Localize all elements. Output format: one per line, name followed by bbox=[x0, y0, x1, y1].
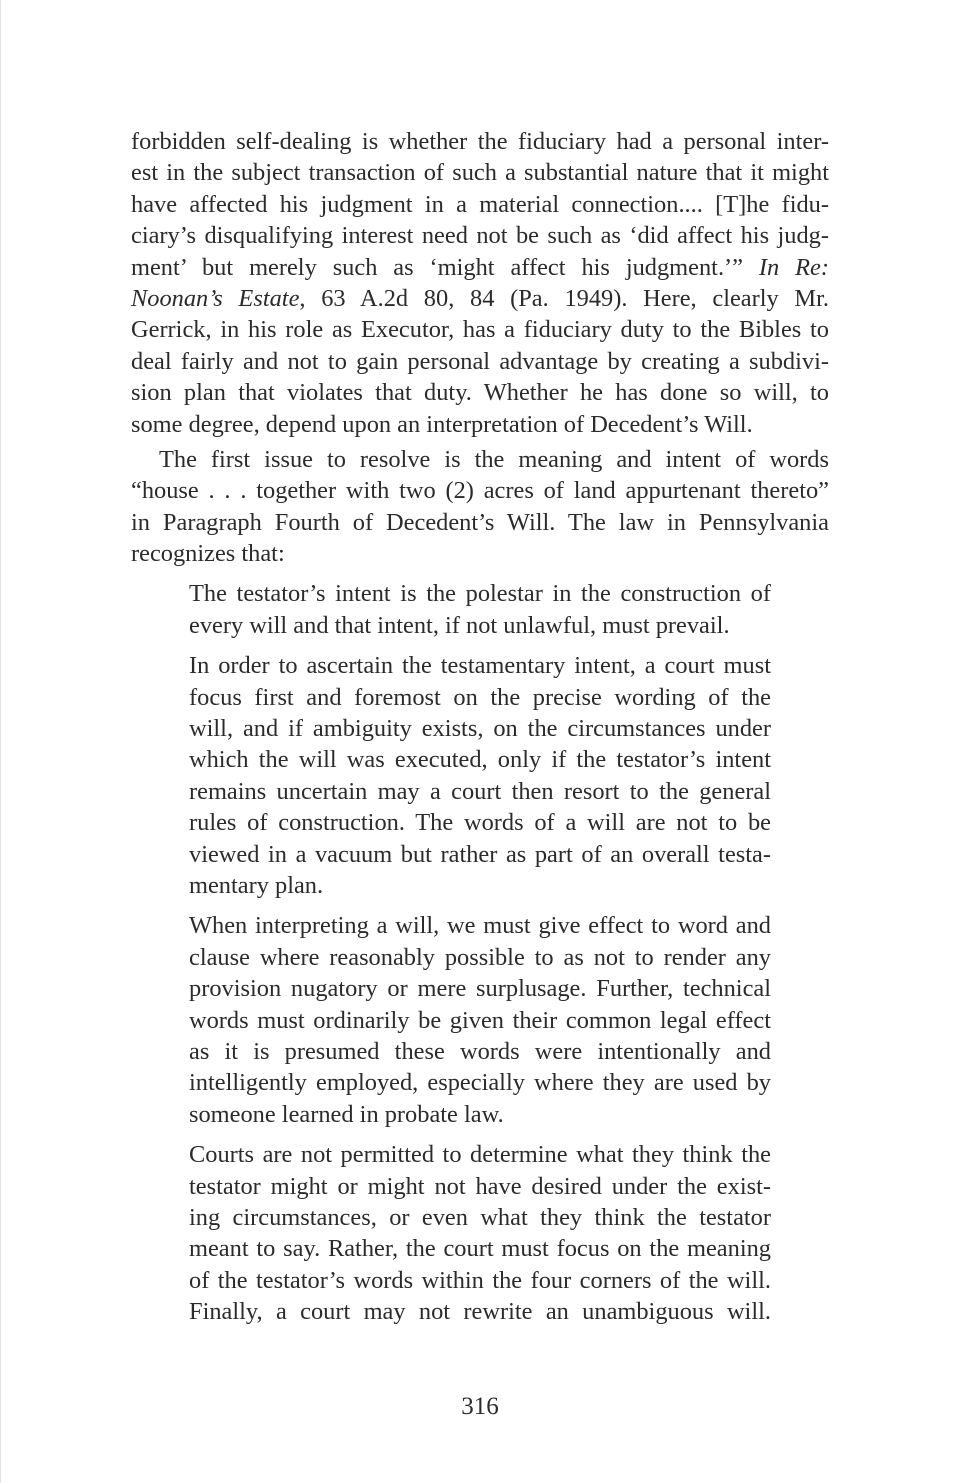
text-line bbox=[131, 252, 829, 283]
text-line: recognizes that: bbox=[131, 540, 285, 568]
text-line: someone learned in probate law. bbox=[189, 1100, 504, 1128]
block-quote-intent bbox=[189, 650, 771, 901]
block-quote-polestar bbox=[189, 578, 771, 641]
text-line: When interpreting a will, we must give effect to word and bbox=[189, 912, 771, 940]
text-line: Finally, a court may not rewrite an unambiguous will. bbox=[189, 1298, 771, 1326]
paragraph-first-issue bbox=[131, 444, 829, 570]
text-line: sion plan that violates that duty. Whether he has done so will, to bbox=[131, 379, 829, 407]
text-line: which the will was executed, only if the testator’s intent bbox=[189, 746, 771, 774]
text-line: Gerrick, in his role as Executor, has a fiduciary duty to the Bibles to bbox=[131, 316, 829, 344]
text-line: In order to ascertain the testamentary intent, a court must bbox=[189, 652, 771, 680]
text-line: clause where reasonably possible to as not to render any bbox=[189, 943, 771, 971]
text-line: The testator’s intent is the polestar in the construction of bbox=[189, 580, 771, 608]
page-number: 316 bbox=[461, 1393, 499, 1420]
text-line: testator might or might not have desired under the exist- bbox=[189, 1172, 771, 1200]
text-line: provision nugatory or mere surplusage. Further, technical bbox=[189, 975, 771, 1003]
case-citation-italic: Noonan’s Estate bbox=[131, 284, 300, 312]
text-line bbox=[131, 283, 829, 314]
block-quote-interpreting bbox=[189, 910, 771, 1130]
text-line: Courts are not permitted to determine what they think the bbox=[189, 1141, 771, 1169]
text-line: viewed in a vacuum but rather as part of an overall testa- bbox=[189, 840, 771, 868]
text-line: focus first and foremost on the precise wording of the bbox=[189, 683, 771, 711]
text-line: of the testator’s words within the four corners of the will. bbox=[189, 1266, 771, 1294]
text-line: ciary’s disqualifying interest need not be such as ‘did affect his judg- bbox=[131, 222, 829, 250]
text-line: in Paragraph Fourth of Decedent’s Will. The law in Pennsylvania bbox=[131, 508, 829, 536]
text-line: have affected his judgment in a material connection.... [T]he fidu- bbox=[131, 190, 829, 218]
text-run: ment’ but merely such as ‘might affect his judgment.’” bbox=[131, 253, 743, 281]
text-line: “house . . . together with two (2) acres of land appurtenant thereto” bbox=[131, 477, 829, 505]
case-citation-italic: In Re: bbox=[758, 253, 829, 281]
text-run: , 63 A.2d 80, 84 (Pa. 1949). Here, clearly Mr. bbox=[299, 284, 829, 312]
page-body bbox=[131, 126, 829, 1327]
text-line: forbidden self-dealing is whether the fiduciary had a personal inter- bbox=[131, 128, 829, 155]
text-line: est in the subject transaction of such a substantial nature that it might bbox=[131, 159, 829, 187]
text-line: ing circumstances, or even what they think the testator bbox=[189, 1203, 771, 1231]
text-line: deal fairly and not to gain personal advantage by creating a subdivi- bbox=[131, 347, 829, 375]
text-line: mentary plan. bbox=[189, 871, 324, 899]
text-line: words must ordinarily be given their common legal effect bbox=[189, 1006, 771, 1034]
text-line: intelligently employed, especially where they are used by bbox=[189, 1069, 771, 1097]
text-line: The first issue to resolve is the meaning and intent of words bbox=[159, 445, 829, 473]
block-quote-courts bbox=[189, 1139, 771, 1327]
text-line: remains uncertain may a court then resort to the general bbox=[189, 777, 771, 805]
paragraph-self-dealing bbox=[131, 126, 829, 440]
text-line: meant to say. Rather, the court must focus on the meaning bbox=[189, 1235, 771, 1263]
text-line: every will and that intent, if not unlawful, must prevail. bbox=[189, 611, 730, 639]
text-line: will, and if ambiguity exists, on the circumstances under bbox=[189, 715, 771, 743]
text-line: as it is presumed these words were intentionally and bbox=[189, 1037, 771, 1065]
text-line: rules of construction. The words of a will are not to be bbox=[189, 809, 771, 837]
text-line: some degree, depend upon an interpretation of Decedent’s Will. bbox=[131, 410, 753, 438]
